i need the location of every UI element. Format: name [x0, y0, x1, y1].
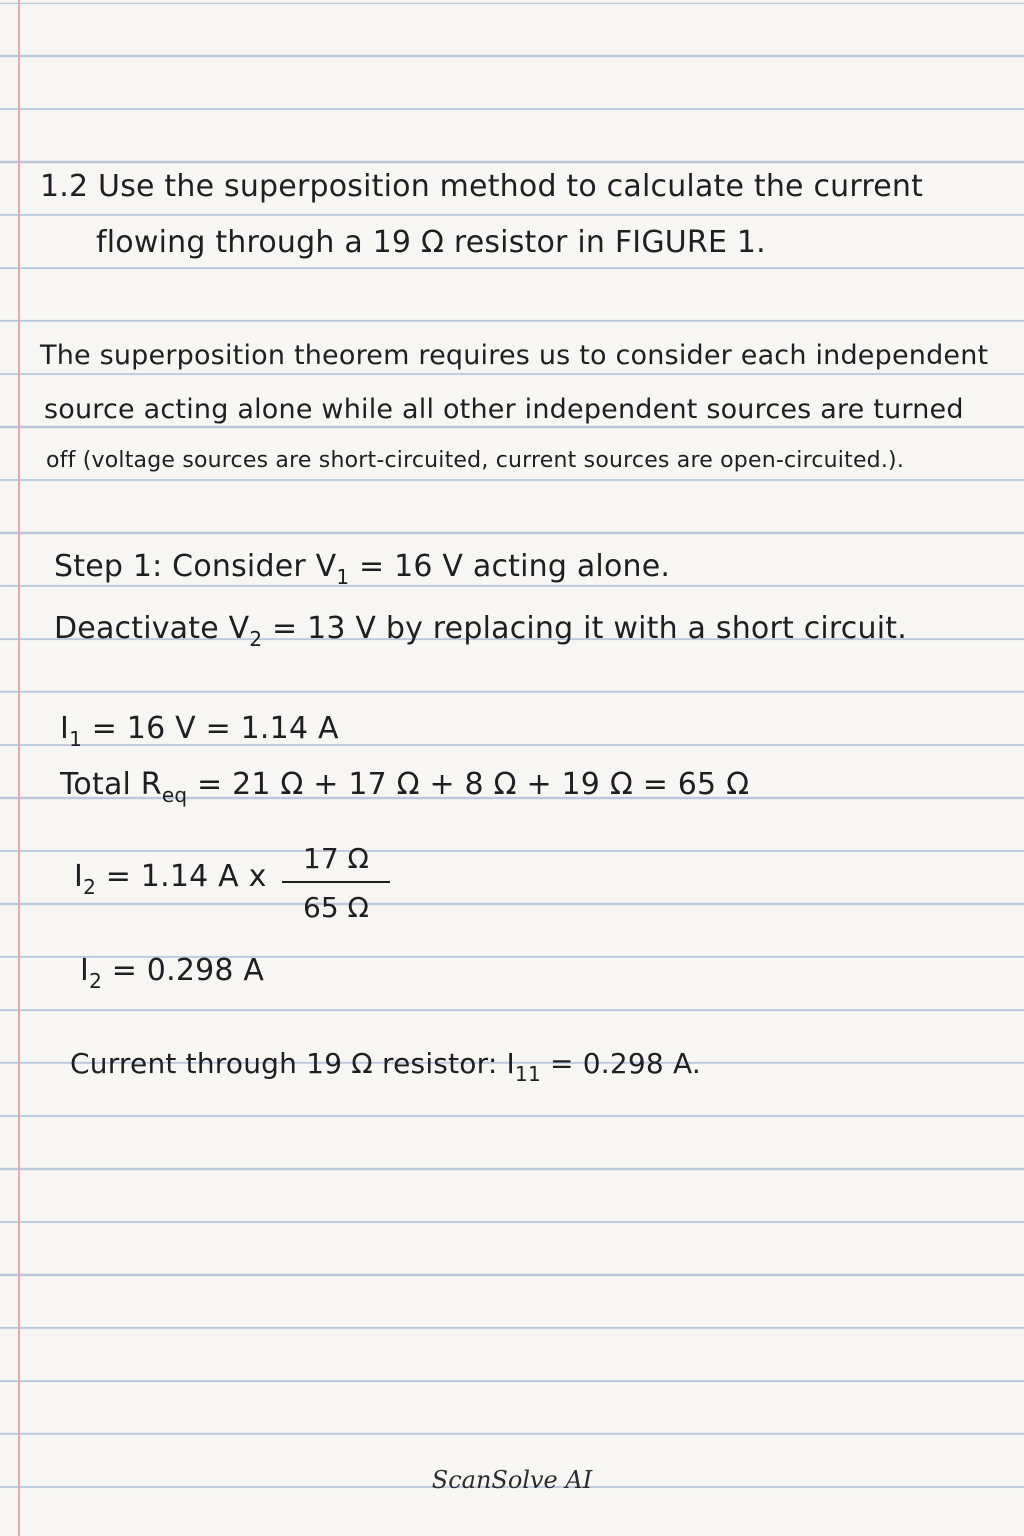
calc-i2 [74, 859, 267, 899]
step1-title [54, 549, 671, 589]
step1-deactivate [54, 611, 907, 651]
step1-deact-sub: 2 [249, 627, 263, 651]
calc-req-rest: = 21 Ω + 17 Ω + 8 Ω + 19 Ω = 65 Ω [187, 767, 750, 802]
fraction-denominator: 65 Ω [303, 891, 369, 924]
fraction-numerator: 17 Ω [303, 842, 369, 875]
calc-i2b-sub: 2 [89, 969, 102, 993]
result-sub: 11 [515, 1062, 541, 1086]
step1-title-pre: Step 1: Consider V [54, 549, 337, 584]
result-pre: Current through 19 Ω resistor: I [70, 1047, 516, 1080]
intro-line-3: off (voltage sources are short-circuited, current sources are open-circuited.). [46, 448, 905, 473]
intro-line-2: source acting alone while all other independent sources are turned [44, 394, 964, 425]
step1-title-sub: 1 [336, 565, 350, 589]
calc-i1-sub: 1 [69, 727, 82, 751]
calc-i2-var: I [74, 859, 84, 894]
calc-i2-rest: = 1.14 A x [96, 859, 267, 894]
step1-deact-post: = 13 V by replacing it with a short circuit. [262, 611, 907, 646]
calc-i1-var: I [60, 711, 70, 746]
question-line-2: flowing through a 19 Ω resistor in FIGURE 1. [96, 225, 766, 260]
result-post: = 0.298 A. [540, 1047, 701, 1080]
calc-req [60, 767, 750, 807]
step1-title-post: = 16 V acting alone. [349, 549, 671, 584]
calc-req-pre: Total R [60, 767, 162, 802]
brand-watermark: ScanSolve AI [431, 1466, 593, 1494]
calc-i2b-rest: = 0.298 A [102, 953, 265, 988]
intro-line-1: The superposition theorem requires us to consider each independent [40, 340, 989, 371]
calc-i2-sub: 2 [83, 875, 96, 899]
calc-i1 [60, 711, 339, 751]
step1-deact-pre: Deactivate V [54, 611, 250, 646]
calc-fraction [282, 842, 390, 924]
calc-i2b-var: I [80, 953, 90, 988]
calc-i2-result [80, 953, 265, 993]
calc-i1-rest: = 16 V = 1.14 A [82, 711, 339, 746]
result-line [70, 1047, 701, 1086]
calc-req-sub: eq [161, 783, 188, 807]
question-line-1: 1.2 Use the superposition method to calculate the current [40, 169, 924, 204]
margin-line [18, 0, 20, 1536]
